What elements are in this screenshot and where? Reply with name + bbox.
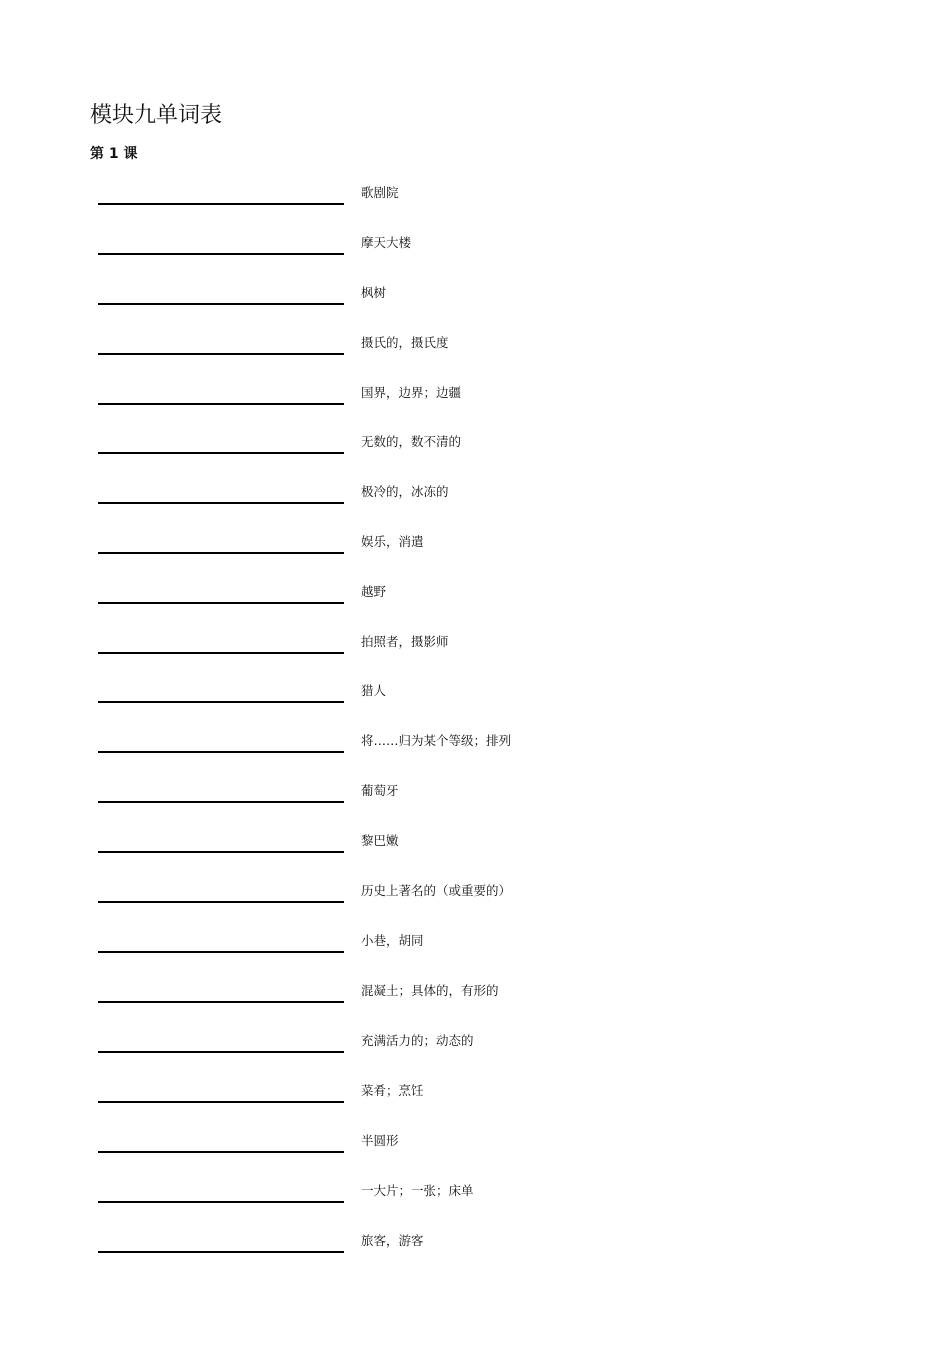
page-title: 模块九单词表 [90, 103, 223, 128]
vocab-row [0, 184, 950, 234]
vocab-meaning: 猎人 [361, 683, 387, 698]
vocab-meaning: 拍照者，摄影师 [361, 634, 449, 649]
vocab-row [0, 782, 950, 832]
vocab-row [0, 334, 950, 384]
vocab-meaning: 极冷的，冰冻的 [361, 484, 449, 499]
vocab-meaning: 半圆形 [361, 1133, 399, 1148]
vocab-meaning: 国界，边界；边疆 [361, 385, 462, 400]
answer-blank[interactable] [98, 353, 344, 355]
answer-blank[interactable] [98, 552, 344, 554]
vocab-meaning: 一大片；一张；床单 [361, 1183, 474, 1198]
vocab-meaning: 旅客，游客 [361, 1233, 424, 1248]
vocab-row [0, 882, 950, 932]
answer-blank[interactable] [98, 1101, 344, 1103]
vocab-row [0, 533, 950, 583]
answer-blank[interactable] [98, 1151, 344, 1153]
vocab-row [0, 583, 950, 633]
answer-blank[interactable] [98, 801, 344, 803]
vocab-meaning: 小巷，胡同 [361, 933, 424, 948]
answer-blank[interactable] [98, 403, 344, 405]
answer-blank[interactable] [98, 253, 344, 255]
vocab-meaning: 葡萄牙 [361, 783, 399, 798]
vocab-meaning: 摄氏的，摄氏度 [361, 335, 449, 350]
vocab-row [0, 1232, 950, 1282]
vocab-row [0, 932, 950, 982]
answer-blank[interactable] [98, 1051, 344, 1053]
vocab-meaning: 历史上著名的（或重要的） [361, 883, 512, 898]
vocab-meaning: 将……归为某个等级；排列 [361, 733, 512, 748]
vocab-meaning: 歌剧院 [361, 185, 399, 200]
answer-blank[interactable] [98, 901, 344, 903]
answer-blank[interactable] [98, 951, 344, 953]
answer-blank[interactable] [98, 1251, 344, 1253]
vocab-row [0, 633, 950, 683]
vocab-meaning: 摩天大楼 [361, 235, 412, 250]
vocab-row [0, 433, 950, 483]
answer-blank[interactable] [98, 1201, 344, 1203]
answer-blank[interactable] [98, 502, 344, 504]
vocab-meaning: 混凝土；具体的，有形的 [361, 983, 499, 998]
vocab-row [0, 732, 950, 782]
vocab-row [0, 483, 950, 533]
vocab-row [0, 1082, 950, 1132]
vocab-meaning: 黎巴嫩 [361, 833, 399, 848]
lesson-heading: 第 1 课 [90, 146, 138, 162]
answer-blank[interactable] [98, 452, 344, 454]
vocab-meaning: 越野 [361, 584, 387, 599]
answer-blank[interactable] [98, 652, 344, 654]
answer-blank[interactable] [98, 1001, 344, 1003]
answer-blank[interactable] [98, 602, 344, 604]
vocab-meaning: 娱乐，消遣 [361, 534, 424, 549]
vocab-row [0, 1132, 950, 1182]
vocab-meaning: 无数的，数不清的 [361, 434, 462, 449]
vocab-meaning: 枫树 [361, 285, 387, 300]
vocab-row [0, 384, 950, 434]
vocab-row [0, 1032, 950, 1082]
vocab-row [0, 234, 950, 284]
answer-blank[interactable] [98, 751, 344, 753]
vocab-row [0, 284, 950, 334]
vocab-row [0, 982, 950, 1032]
vocab-row [0, 682, 950, 732]
answer-blank[interactable] [98, 203, 344, 205]
vocab-meaning: 菜肴；烹饪 [361, 1083, 424, 1098]
vocab-row [0, 1182, 950, 1232]
answer-blank[interactable] [98, 303, 344, 305]
vocab-row [0, 832, 950, 882]
answer-blank[interactable] [98, 851, 344, 853]
answer-blank[interactable] [98, 701, 344, 703]
vocab-meaning: 充满活力的；动态的 [361, 1033, 474, 1048]
